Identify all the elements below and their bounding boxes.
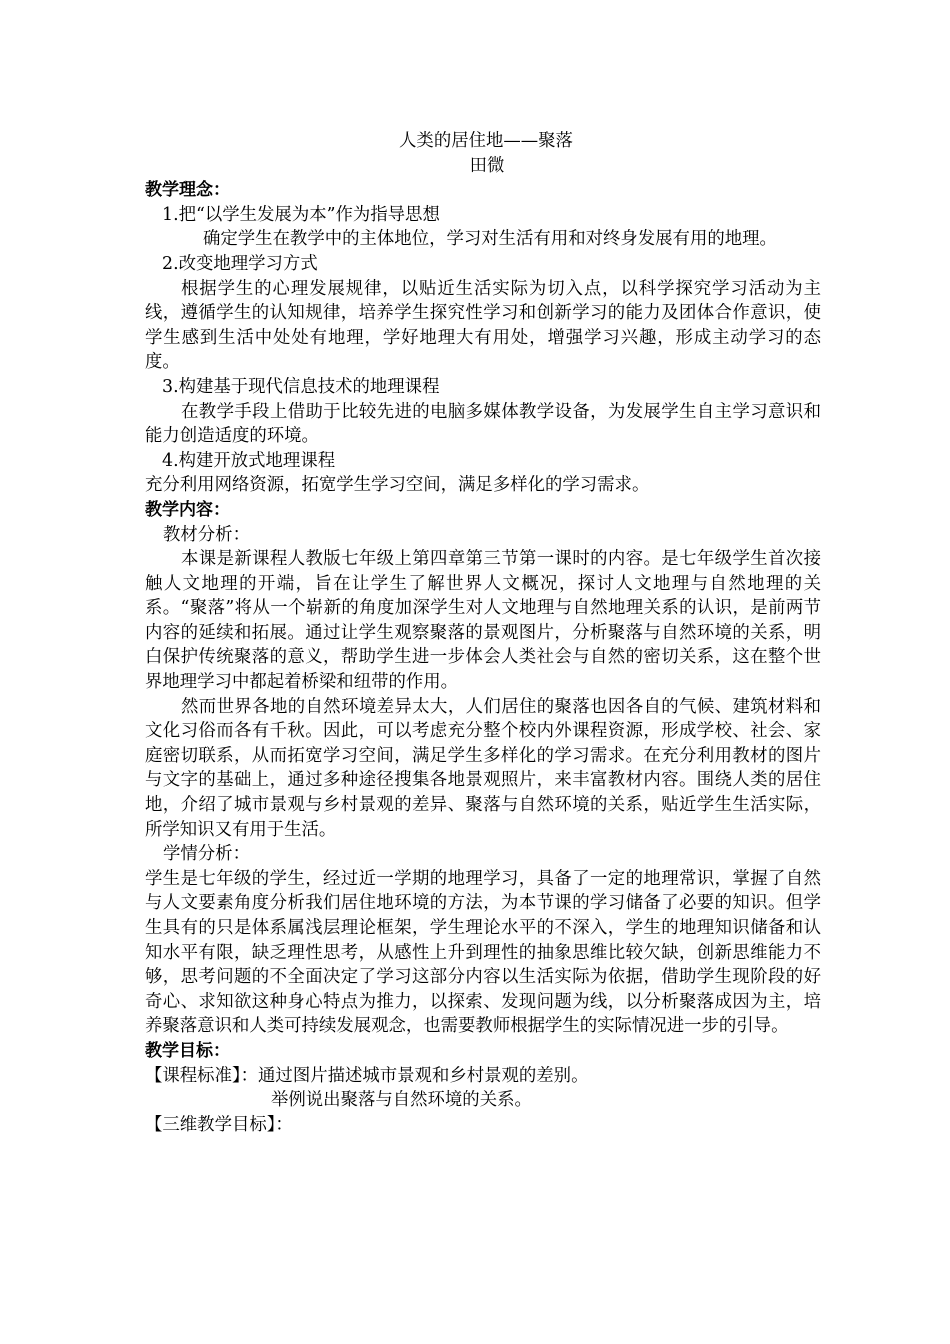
section-heading-goals: 教学目标： <box>145 1040 230 1061</box>
concept-item-3-text: 在教学手段上借助于比较先进的电脑多媒体教学设备，为发展学生自主学习意识和能力创造适度的环境。 <box>145 401 821 447</box>
material-analysis-paragraph-1: 本课是新课程人教版七年级上第四章第三节第一课时的内容。是七年级学生首次接触人文地理的开端，旨在让学生了解世界人文概况，探讨人文地理与自然地理的关系。“聚落”将从一个崭新的角度加深学生对人文地理与自然地理关系的认识，是前两节内容的延续和拓展。通过让学生观察聚落的景观图片，分析聚落与自然环境的关系，明白保护传统聚落的意义，帮助学生进一步体会人类社会与自然的密切关系，这在整个世界地理学习中都起着桥梁和纽带的作用。 <box>145 549 821 693</box>
section-heading-concept: 教学理念： <box>145 180 230 201</box>
three-dimensional-goals-label: 【三维教学目标】： <box>145 1114 293 1135</box>
document-author: 田微 <box>469 155 505 176</box>
material-analysis-paragraph-2: 然而世界各地的自然环境差异太大，人们居住的聚落也因各自的气候、建筑材料和文化习俗而各有千秋。因此，可以考虑充分整个校内外课程资源，形成学校、社会、家庭密切联系，从而拓宽学习空间，满足学生多样化的学习需求。在充分利用教材的图片与文字的基础上，通过多种途径搜集各地景观照片，来丰富教材内容。围绕人类的居住地，介绍了城市景观与乡村景观的差异、聚落与自然环境的关系，贴近学生生活实际，所学知识又有用于生活。 <box>145 696 821 840</box>
section-heading-content: 教学内容： <box>145 499 230 520</box>
document-body <box>145 129 821 1137</box>
curriculum-standard-line-1: 【课程标准】：通过图片描述城市景观和乡村景观的差别。 <box>145 1065 589 1086</box>
student-analysis-label: 学情分析： <box>163 844 250 865</box>
concept-item-1-label: 1.把“以学生发展为本”作为指导思想 <box>162 204 440 225</box>
concept-item-2-text: 根据学生的心理发展规律，以贴近生活实际为切入点，以科学探究学习活动为主线，遵循学生的认知规律，培养学生探究性学习和创新学习的能力及团体合作意识，使学生感到生活中处处有地理，学好地理大有用处，增强学习兴趣，形成主动学习的态度。 <box>145 278 821 373</box>
student-analysis-paragraph: 学生是七年级的学生，经过近一学期的地理学习，具备了一定的地理常识，掌握了自然与人文要素角度分析我们居住地环境的方法，为本节课的学习储备了必要的知识。但学生具有的只是体系属浅层理论框架，学生理论水平的不深入，学生的地理知识储备和认知水平有限，缺乏理性思考，从感性上升到理性的抽象思维比较欠缺，创新思维能力不够，思考问题的不全面决定了学习这部分内容以生活实际为依据，借助学生现阶段的好奇心、求知欲这种身心特点为推力，以探索、发现问题为线，以分析聚落成因为主，培养聚落意识和人类可持续发展观念，也需要教师根据学生的实际情况进一步的引导。 <box>145 868 821 1037</box>
material-analysis-label: 教材分析： <box>163 524 250 545</box>
concept-item-1-text: 确定学生在教学中的主体地位，学习对生活有用和对终身发展有用的地理。 <box>203 229 777 250</box>
concept-item-4-text: 充分利用网络资源，拓宽学生学习空间，满足多样化的学习需求。 <box>145 475 650 496</box>
document-title: 人类的居住地——聚落 <box>399 131 573 151</box>
curriculum-standard-line-2: 举例说出聚落与自然环境的关系。 <box>271 1090 532 1111</box>
concept-item-2-label: 2.改变地理学习方式 <box>162 253 318 274</box>
concept-item-4-label: 4.构建开放式地理课程 <box>162 450 336 471</box>
concept-item-3-label: 3.构建基于现代信息技术的地理课程 <box>162 376 440 397</box>
